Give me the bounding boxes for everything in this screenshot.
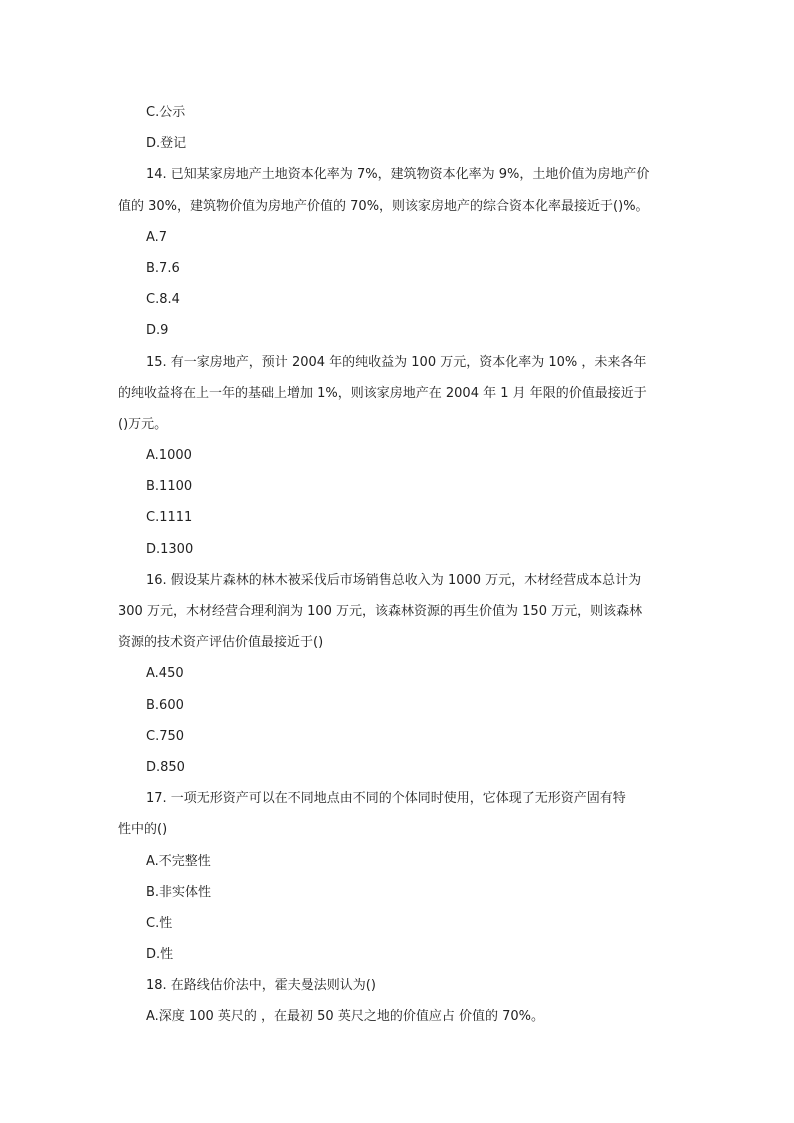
answer-option: [0, 502, 794, 533]
text-line: B.7.6: [146, 260, 180, 276]
question-text: [0, 159, 794, 221]
text-line: 值的 30%，建筑物价值为房地产价值的 70%，则该家房地产的综合资本化率最接近于()%。: [118, 198, 649, 214]
text-line: 14. 已知某家房地产土地资本化率为 7%，建筑物资本化率为 9%，土地价值为房地产价: [146, 167, 650, 183]
answer-option: [0, 253, 794, 284]
text-line: C.750: [146, 728, 185, 744]
answer-option: [0, 690, 794, 721]
answer-option: [0, 97, 794, 128]
text-line: 17. 一项无形资产可以在不同地点由不同的个体同时使用，它体现了无形资产固有特: [146, 791, 626, 807]
text-line: B.非实体性: [146, 884, 212, 900]
answer-option: [0, 908, 794, 939]
text-line: A.不完整性: [146, 853, 211, 869]
answer-option: [0, 752, 794, 783]
answer-option: [0, 658, 794, 689]
text-line: B.600: [146, 697, 184, 713]
answer-option: [0, 284, 794, 315]
text-line: C.性: [146, 915, 173, 931]
answer-option: [0, 877, 794, 908]
text-line: A.深度 100 英尺的 ，在最初 50 英尺之地的价值应占 价值的 70%。: [146, 1009, 544, 1025]
answer-option: [0, 440, 794, 471]
text-line: D.登记: [146, 136, 187, 152]
question-text: [0, 783, 794, 845]
text-line: 16. 假设某片森林的林木被采伐后市场销售总收入为 1000 万元，木材经营成本总计为: [146, 572, 642, 588]
answer-option: [0, 128, 794, 159]
question-text: [0, 347, 794, 441]
answer-option: [0, 534, 794, 565]
text-line: D.9: [146, 323, 169, 339]
text-line: D.1300: [146, 541, 194, 557]
text-line: C.1111: [146, 510, 193, 526]
text-line: 性中的(): [118, 822, 168, 838]
answer-option: [0, 315, 794, 346]
text-line: D.性: [146, 947, 174, 963]
text-line: B.1100: [146, 479, 193, 495]
answer-option: [0, 222, 794, 253]
text-line: ()万元。: [118, 416, 168, 432]
answer-option: [0, 1001, 794, 1032]
text-line: C.8.4: [146, 292, 180, 308]
answer-option: [0, 471, 794, 502]
text-line: 300 万元，木材经营合理利润为 100 万元，该森林资源的再生价值为 150 万元，则该森林: [118, 604, 643, 619]
text-line: 15. 有一家房地产，预计 2004 年的纯收益为 100 万元，资本化率为 10% ，未来各年: [146, 354, 647, 370]
document-page: [0, 97, 794, 1033]
text-line: C.公示: [146, 105, 186, 120]
text-line: D.850: [146, 759, 185, 775]
text-line: A.1000: [146, 448, 192, 464]
text-line: 18. 在路线估价法中，霍夫曼法则认为(): [146, 978, 376, 994]
text-line: 的纯收益将在上一年的基础上增加 1%，则该家房地产在 2004 年 1 月 年限的价值最接近于: [118, 385, 647, 401]
question-text: [0, 970, 794, 1001]
answer-option: [0, 846, 794, 877]
text-line: A.7: [146, 229, 168, 245]
answer-option: [0, 721, 794, 752]
question-text: [0, 565, 794, 659]
text-line: 资源的技术资产评估价值最接近于(): [118, 635, 324, 651]
answer-option: [0, 939, 794, 970]
text-line: A.450: [146, 666, 184, 682]
